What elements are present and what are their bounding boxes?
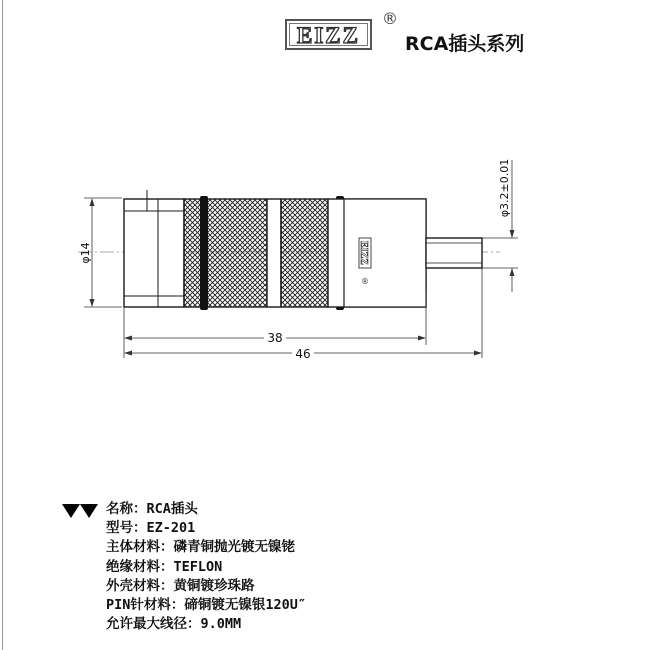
knurled-grip-section-1	[184, 199, 267, 307]
spec-line-name: 名称：RCA插头	[106, 501, 198, 517]
body-logo-text: EIZZ	[358, 241, 369, 265]
spec-line-model: 型号：EZ-201	[106, 520, 196, 537]
knurled-grip-section-2	[281, 199, 328, 307]
spec-line-max-wire: 允许最大线径：9.0MM	[106, 616, 242, 633]
body-diameter-label: φ14	[79, 242, 92, 264]
registered-trademark-mark: ®	[382, 9, 398, 28]
o-ring-1	[200, 196, 208, 310]
spec-line-shell-material: 外壳材料：黄铜镀珍珠路	[106, 577, 255, 594]
body-logo	[358, 238, 371, 268]
center-pin	[426, 238, 482, 268]
series-title: RCA插头系列	[405, 33, 525, 55]
body-registered-mark: ®	[361, 277, 369, 286]
spec-line-main-material: 主体材料：磷青铜抛光镀无镍铑	[106, 539, 295, 556]
body-length-label: 38	[267, 331, 283, 345]
bullet-triangles-icon	[62, 504, 98, 518]
total-length-label: 46	[295, 347, 311, 361]
spec-line-pin-material: PIN针材料：碲铜镀无镍银120U″	[106, 597, 307, 614]
cable-end-cap	[124, 199, 184, 307]
body-collar	[267, 199, 281, 307]
brand-logo-text: EIZZ	[297, 23, 360, 48]
spec-line-insulation: 绝缘材料：TEFLON	[106, 558, 223, 575]
pin-diameter-label: φ3.2±0.01	[498, 158, 511, 218]
